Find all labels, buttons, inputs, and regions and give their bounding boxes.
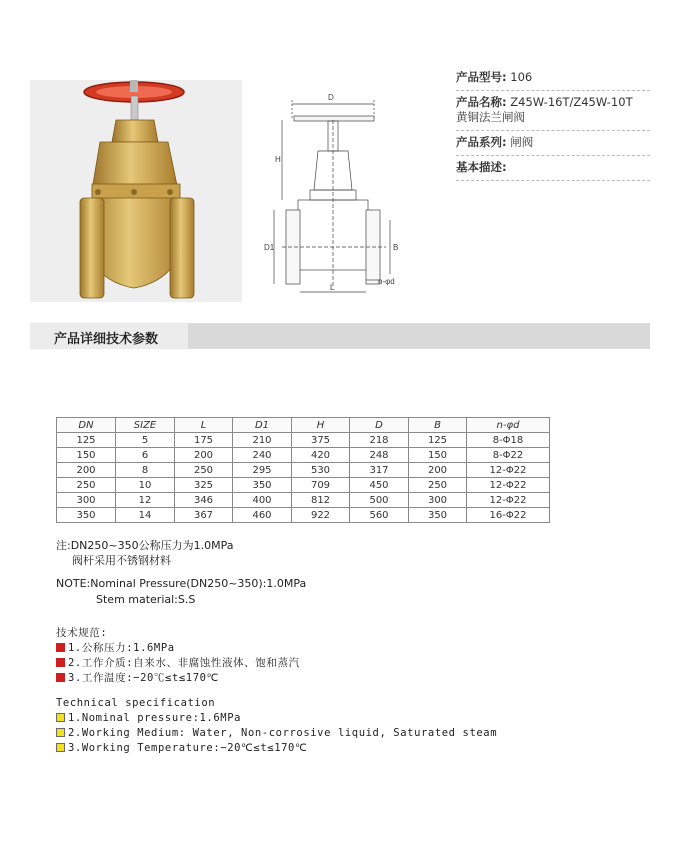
table-row (57, 433, 550, 448)
note-en-line1: NOTE:Nominal Pressure(DN250~350):1.0MPa (56, 577, 307, 590)
table-cell: 200 (409, 463, 467, 478)
label-B: B (393, 243, 399, 252)
table-cell: 346 (175, 493, 233, 508)
model-row (456, 66, 650, 91)
table-cell: 250 (57, 478, 116, 493)
table-cell: 248 (350, 448, 409, 463)
series-row (456, 131, 650, 156)
table-row (57, 463, 550, 478)
table-cell: 300 (57, 493, 116, 508)
table-cell: 8-Φ18 (467, 433, 550, 448)
table-cell: 317 (350, 463, 409, 478)
table-cell: 175 (175, 433, 233, 448)
tech-cn-item: 3.工作温度:−20℃≤t≤170℃ (56, 670, 219, 685)
label-n-d: n-φd (378, 277, 395, 286)
col-header: D1 (233, 418, 292, 433)
table-cell: 12 (116, 493, 175, 508)
table-cell: 812 (292, 493, 350, 508)
table-cell: 350 (233, 478, 292, 493)
table-cell: 922 (292, 508, 350, 523)
note-cn-line1: 注:DN250~350公称压力为1.0MPa (56, 539, 234, 552)
table-cell: 12-Φ22 (467, 493, 550, 508)
table-cell: 10 (116, 478, 175, 493)
table-cell: 375 (292, 433, 350, 448)
table-cell: 420 (292, 448, 350, 463)
model-value: 106 (510, 70, 533, 84)
table-row (57, 448, 550, 463)
table-cell: 560 (350, 508, 409, 523)
table-cell: 250 (175, 463, 233, 478)
table-row (57, 478, 550, 493)
tech-cn-item: 2.工作介质:自来水、非腐蚀性液体、饱和蒸汽 (56, 655, 300, 670)
tech-cn-item: 1.公称压力:1.6MPa (56, 640, 175, 655)
table-cell: 218 (350, 433, 409, 448)
product-photo (30, 80, 242, 302)
table-cell: 210 (233, 433, 292, 448)
table-cell: 16-Φ22 (467, 508, 550, 523)
table-row (57, 508, 550, 523)
col-header: H (292, 418, 350, 433)
label-H: H (275, 155, 281, 164)
col-header: B (409, 418, 467, 433)
table-cell: 200 (57, 463, 116, 478)
col-header: D (350, 418, 409, 433)
col-header: n-φd (467, 418, 550, 433)
table-cell: 200 (175, 448, 233, 463)
table-cell: 367 (175, 508, 233, 523)
tech-cn-title: 技术规范: (56, 627, 108, 639)
table-cell: 125 (57, 433, 116, 448)
dimension-drawing (262, 90, 412, 300)
red-square-icon (56, 673, 65, 682)
model-label: 产品型号: (456, 70, 507, 84)
yellow-square-icon (56, 728, 65, 737)
table-cell: 400 (233, 493, 292, 508)
desc-row (456, 156, 650, 181)
table-cell: 240 (233, 448, 292, 463)
red-square-icon (56, 658, 65, 667)
table-cell: 250 (409, 478, 467, 493)
table-cell: 325 (175, 478, 233, 493)
col-header: L (175, 418, 233, 433)
col-header: SIZE (116, 418, 175, 433)
table-cell: 150 (57, 448, 116, 463)
table-cell: 12-Φ22 (467, 478, 550, 493)
name-row (456, 91, 650, 131)
name-value-line2: 黄铜法兰闸阀 (456, 110, 525, 124)
tech-en-title: Technical specification (56, 697, 216, 709)
section-header (30, 323, 650, 349)
table-cell: 125 (409, 433, 467, 448)
table-cell: 8 (116, 463, 175, 478)
table-cell: 5 (116, 433, 175, 448)
table-cell: 295 (233, 463, 292, 478)
desc-label: 基本描述: (456, 160, 507, 174)
table-cell: 450 (350, 478, 409, 493)
section-title: 产品详细技术参数 (54, 332, 159, 347)
note-cn-line2: 阀杆采用不锈钢材料 (72, 554, 171, 567)
table-cell: 150 (409, 448, 467, 463)
table-cell: 500 (350, 493, 409, 508)
table-cell: 6 (116, 448, 175, 463)
table-cell: 530 (292, 463, 350, 478)
series-value: 闸阀 (510, 135, 534, 149)
label-L: L (330, 283, 335, 292)
spec-table (56, 417, 550, 523)
yellow-square-icon (56, 743, 65, 752)
table-cell: 14 (116, 508, 175, 523)
name-label: 产品名称: (456, 95, 507, 109)
table-cell: 709 (292, 478, 350, 493)
label-D1: D1 (264, 243, 275, 252)
table-cell: 12-Φ22 (467, 463, 550, 478)
table-cell: 350 (57, 508, 116, 523)
product-info (456, 66, 650, 181)
tech-en-item: 1.Nominal pressure:1.6MPa (56, 712, 241, 724)
note-en-line2: Stem material:S.S (96, 593, 196, 606)
table-cell: 460 (233, 508, 292, 523)
name-value: Z45W-16T/Z45W-10T (510, 95, 633, 109)
table-header-row (57, 418, 550, 433)
col-header: DN (57, 418, 116, 433)
table-cell: 8-Φ22 (467, 448, 550, 463)
label-D: D (328, 93, 334, 102)
tech-en-item: 2.Working Medium: Water, Non-corrosive liquid, Saturated steam (56, 727, 497, 739)
tech-en-item: 3.Working Temperature:−20℃≤t≤170℃ (56, 742, 307, 754)
table-cell: 350 (409, 508, 467, 523)
table-row (57, 493, 550, 508)
red-square-icon (56, 643, 65, 652)
series-label: 产品系列: (456, 135, 507, 149)
yellow-square-icon (56, 713, 65, 722)
table-cell: 300 (409, 493, 467, 508)
